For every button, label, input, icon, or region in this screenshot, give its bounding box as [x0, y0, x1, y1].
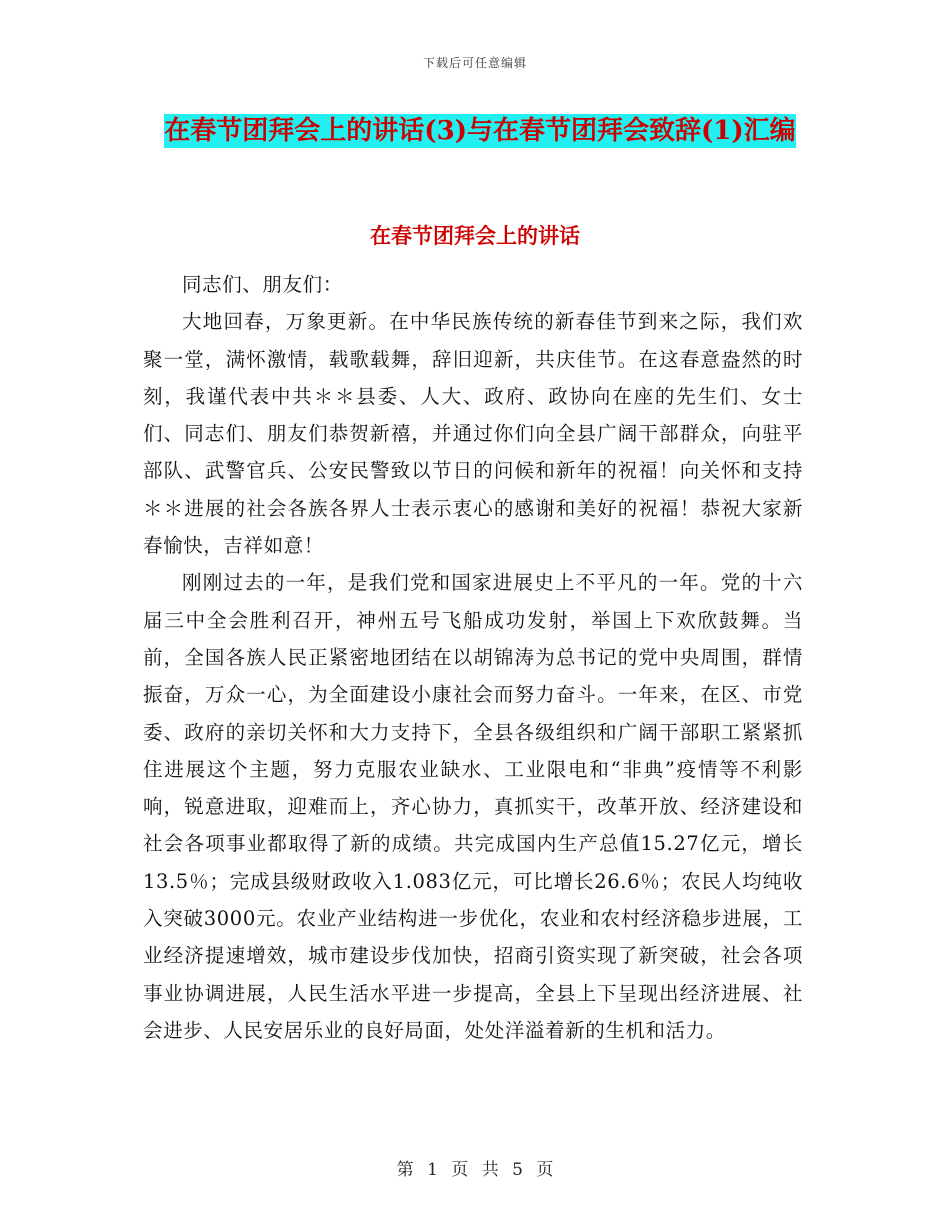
page-number: 第 1 页 共 5 页: [396, 1160, 554, 1180]
paragraph-salutation: 同志们、朋友们：: [182, 273, 343, 296]
document-body: [143, 266, 803, 1049]
document-title: [140, 108, 820, 154]
section-title: 在春节团拜会上的讲话: [370, 223, 580, 248]
paragraph: 刚刚过去的一年，是我们党和国家进展史上不平凡的一年。党的十六届三中全会胜利召开，神州五号飞船成功发射，举国上下欢欣鼓舞。当前，全国各族人民正紧密地团结在以胡锦涛为总书记的党中央周围，群情振奋，万众一心，为全面建设小康社会而努力奋斗。一年来，在区、市党委、政府的亲切关怀和大力支持下，全县各级组织和广阔干部职工紧紧抓住进展这个主题，努力克服农业缺水、工业限电和“非典”疫情等不利影响，锐意进取，迎难而上，齐心协力，真抓实干，改革开放、经济建设和社会各项事业都取得了新的成绩。共完成国内生产总值15.27亿元，增长13.5％；完成县级财政收入1.083亿元，可比增长26.6％；农民人均纯收入突破3000元。农业产业结构进一步优化，农业和农村经济稳步进展，工业经济提速增效，城市建设步伐加快，招商引资实现了新突破，社会各项事业协调进展，人民生活水平进一步提高，全县上下呈现出经济进展、社会进步、人民安居乐业的良好局面，处处洋溢着新的生机和活力。: [143, 571, 803, 1042]
paragraph: 大地回春，万象更新。在中华民族传统的新春佳节到来之际，我们欢聚一堂，满怀激情，载歌载舞，辞旧迎新，共庆佳节。在这春意盎然的时刻，我谨代表中共＊＊县委、人大、政府、政协向在座的先生们、女士们、同志们、朋友们恭贺新禧，并通过你们向全县广阔干部群众，向驻平部队、武警官兵、公安民警致以节日的问候和新年的祝福！向关怀和支持＊＊进展的社会各族各界人士表示衷心的感谢和美好的祝福！恭祝大家新春愉快，吉祥如意！: [143, 310, 803, 558]
header-note: 下载后可任意编辑: [422, 56, 527, 70]
document-title-text: 在春节团拜会上的讲话(3)与在春节团拜会致辞(1)汇编: [164, 116, 796, 146]
